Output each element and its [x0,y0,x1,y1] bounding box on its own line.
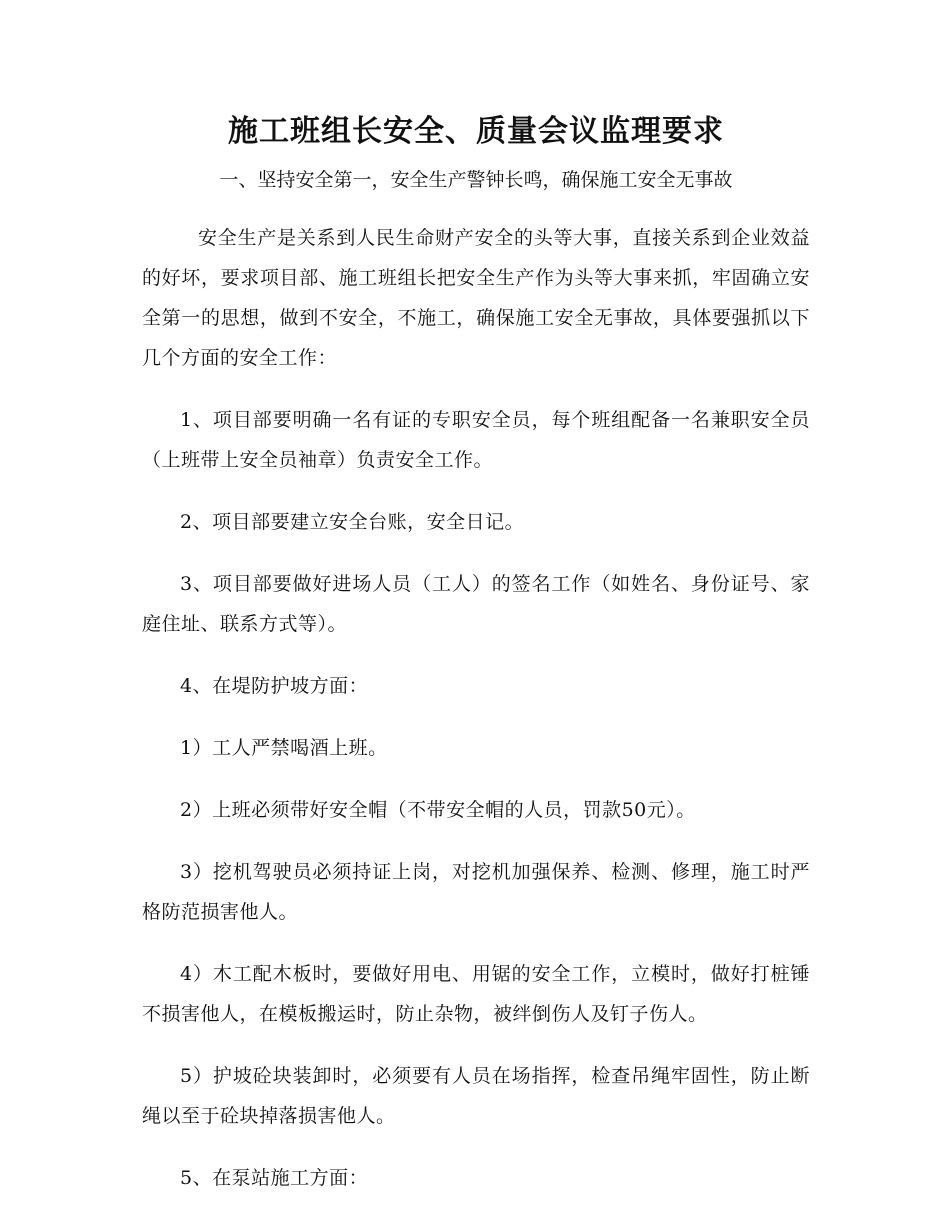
paragraph-subitem-2: 2）上班必须带好安全帽（不带安全帽的人员，罚款50元）。 [180,799,696,821]
paragraph-item-1: 1、项目部要明确一名有证的专职安全员，每个班组配备一名兼职安全员（上班带上安全员袖章）负责安全工作。 [142,409,810,471]
paragraph-item-3: 3、项目部要做好进场人员（工人）的签名工作（如姓名、身份证号、家庭住址、联系方式等）。 [142,573,810,635]
paragraph-item-4: 4、在堤防护坡方面： [180,675,369,697]
document-title: 施工班组长安全、质量会议监理要求 [228,114,724,149]
paragraph-item-2: 2、项目部要建立安全台账，安全日记。 [180,511,525,533]
paragraph-subitem-3: 3）挖机驾驶员必须持证上岗，对挖机加强保养、检测、修理，施工时严格防范损害他人。 [142,861,810,923]
intro-paragraph: 安全生产是关系到人民生命财产安全的头等大事，直接关系到企业效益的好坏，要求项目部、施工班组长把安全生产作为头等大事来抓，牢固确立安全第一的思想，做到不安全，不施工，确保施工安全无事故，具体要强抓以下几个方面的安全工作： [142,227,810,369]
paragraph-subitem-4: 4）木工配木板时，要做好用电、用锯的安全工作，立模时，做好打桩锤不损害他人，在模板搬运时，防止杂物，被绊倒伤人及钉子伤人。 [142,963,810,1025]
document-page [142,108,810,1220]
section-heading: 一、坚持安全第一，安全生产警钟长鸣，确保施工安全无事故 [219,169,733,191]
paragraph-subitem-5: 5）护坡砼块装卸时，必须要有人员在场指挥，检查吊绳牢固性，防止断绳以至于砼块掉落损害他人。 [142,1065,810,1127]
paragraph-item-5: 5、在泵站施工方面： [180,1167,369,1189]
paragraph-subitem-1: 1）工人严禁喝酒上班。 [180,737,388,759]
